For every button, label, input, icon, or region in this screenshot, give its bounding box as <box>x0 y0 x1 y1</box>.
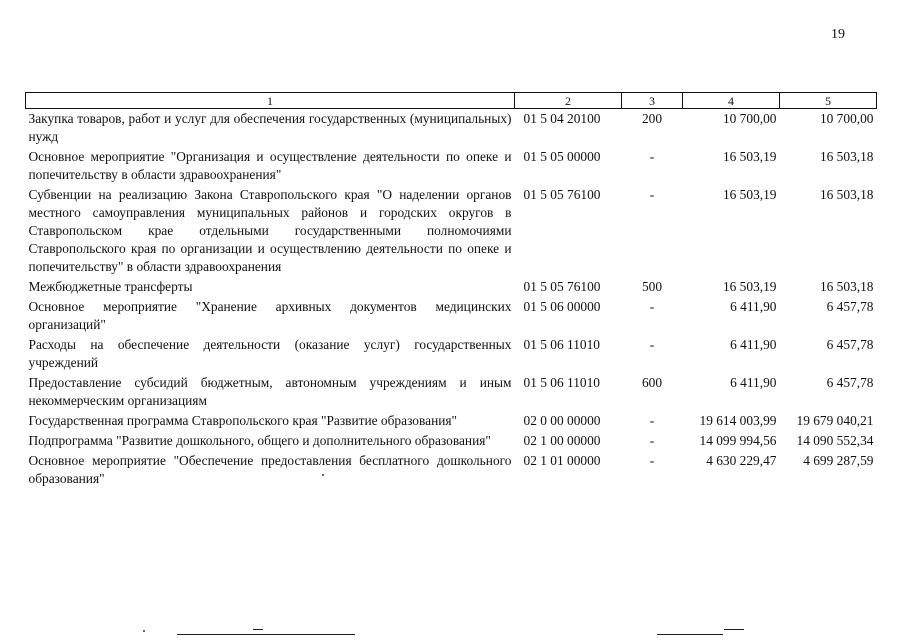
row-expense-type: 200 <box>641 111 663 126</box>
row-sum-2: 6 457,78 <box>826 375 874 390</box>
row-code: 01 5 05 76100 <box>523 187 601 202</box>
row-sum-2: 14 090 552,34 <box>796 433 874 448</box>
table-row <box>26 431 877 451</box>
row-sum-1: 16 503,19 <box>722 149 777 164</box>
row-expense-type: - <box>649 453 655 468</box>
table-header <box>26 93 877 109</box>
row-sum-1: 6 411,90 <box>730 375 777 390</box>
row-sum-1: 6 411,90 <box>730 337 777 352</box>
row-sum-2: 19 679 040,21 <box>796 413 874 428</box>
table-row <box>26 373 877 411</box>
row-code: 02 0 00 00000 <box>523 413 601 428</box>
row-code: 01 5 05 00000 <box>523 149 601 164</box>
table-row <box>26 109 877 148</box>
row-expense-type: - <box>649 149 655 164</box>
row-sum-1: 10 700,00 <box>722 111 777 126</box>
table-row <box>26 451 877 489</box>
row-name: Основное мероприятие "Организация и осуществление деятельности по опеке и попечительству в области здравоохранения" <box>28 149 512 182</box>
row-sum-1: 16 503,19 <box>722 279 777 294</box>
row-name: Предоставление субсидий бюджетным, автономным учреждениям и иным некоммерческим организациям <box>28 375 512 408</box>
row-code: 01 5 05 76100 <box>523 279 601 294</box>
signature-mark-left <box>253 629 263 630</box>
table-row <box>26 297 877 335</box>
signature-line-right <box>657 634 723 635</box>
header-col-1: 1 <box>26 93 515 109</box>
row-name: Государственная программа Ставропольского края "Развитие образования" <box>28 413 458 428</box>
header-col-5: 5 <box>780 93 877 109</box>
row-name: Основное мероприятие "Обеспечение предоставления бесплатного дошкольного образования" <box>28 453 512 486</box>
row-name: Закупка товаров, работ и услуг для обеспечения государственных (муниципальных) нужд <box>28 111 512 144</box>
row-sum-1: 16 503,19 <box>722 187 777 202</box>
row-sum-2: 6 457,78 <box>826 299 874 314</box>
row-name: Подпрограмма "Развитие дошкольного, общего и дополнительного образования" <box>28 433 491 448</box>
table-row <box>26 335 877 373</box>
row-expense-type: 500 <box>641 279 663 294</box>
row-code: 01 5 06 00000 <box>523 299 601 314</box>
row-expense-type: - <box>649 299 655 314</box>
header-col-3: 3 <box>622 93 683 109</box>
header-row <box>26 93 877 109</box>
table-row <box>26 277 877 297</box>
row-code: 01 5 06 11010 <box>523 375 600 390</box>
row-sum-2: 4 699 287,59 <box>803 453 874 468</box>
budget-table <box>25 92 877 489</box>
row-sum-2: 16 503,18 <box>819 149 874 164</box>
row-name: Межбюджетные трансферты <box>28 279 193 294</box>
row-code: 02 1 01 00000 <box>523 453 601 468</box>
row-name: Основное мероприятие "Хранение архивных документов медицинских организаций" <box>28 299 512 332</box>
row-expense-type: - <box>649 433 655 448</box>
row-expense-type: 600 <box>641 375 663 390</box>
table-body <box>26 109 877 490</box>
row-sum-1: 19 614 003,99 <box>699 413 777 428</box>
row-sum-1: 4 630 229,47 <box>706 453 777 468</box>
row-code: 01 5 06 11010 <box>523 337 600 352</box>
row-name: Расходы на обеспечение деятельности (оказание услуг) государственных учреждений <box>28 337 512 370</box>
row-expense-type: - <box>649 413 655 428</box>
header-col-2: 2 <box>515 93 622 109</box>
row-code: 01 5 04 20100 <box>523 111 601 126</box>
page-number: 19 <box>831 27 845 42</box>
row-expense-type: - <box>649 187 655 202</box>
row-expense-type: - <box>649 337 655 352</box>
table-row <box>26 411 877 431</box>
header-col-4: 4 <box>683 93 780 109</box>
row-code: 02 1 00 00000 <box>523 433 601 448</box>
row-sum-2: 16 503,18 <box>819 187 874 202</box>
signature-line-left <box>177 634 355 635</box>
scan-dot <box>143 630 145 632</box>
row-sum-2: 10 700,00 <box>819 111 874 126</box>
row-sum-2: 6 457,78 <box>826 337 874 352</box>
row-sum-1: 14 099 994,56 <box>699 433 777 448</box>
table-row <box>26 147 877 185</box>
scan-dot <box>322 474 324 476</box>
row-sum-2: 16 503,18 <box>819 279 874 294</box>
signature-mark-right <box>724 629 744 630</box>
row-sum-1: 6 411,90 <box>730 299 777 314</box>
row-name: Субвенции на реализацию Закона Ставропольского края "О наделении органов местного самоуправления муниципальных районов и городских округов в Ставропольском крае отдельными государственными полномочиями Ставропольского края по организации и осуществлению деятельности по опеке и попечительству" в области здравоохранения <box>28 187 512 274</box>
table-row <box>26 185 877 277</box>
